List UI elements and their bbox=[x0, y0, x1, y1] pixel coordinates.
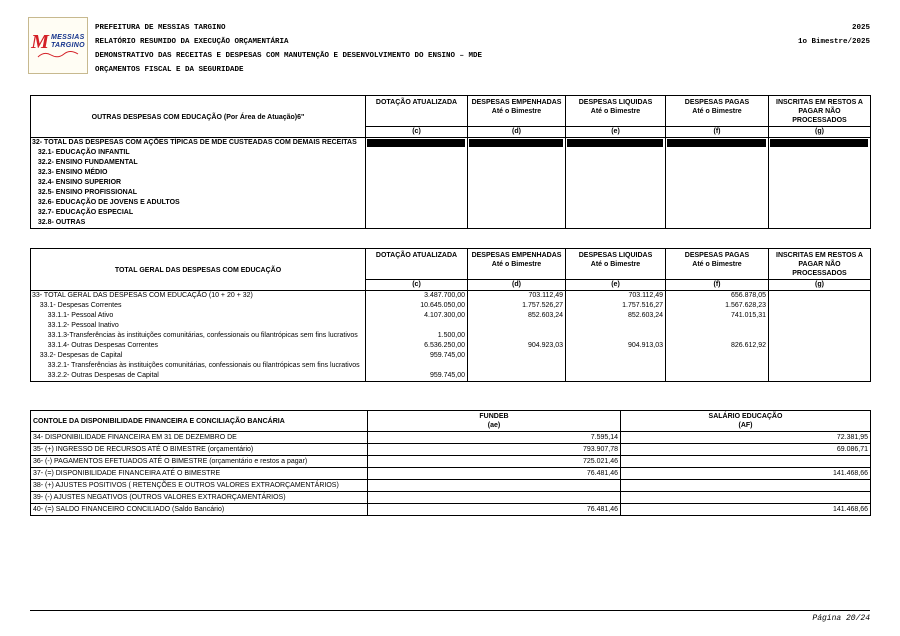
col-subtitle: Até o Bimestre bbox=[590, 261, 641, 268]
col-title: INSCRITAS EM RESTOS A PAGAR NÃO PROCESSADOS bbox=[776, 252, 863, 277]
total-education-expenses-table bbox=[30, 248, 871, 382]
col-subtitle: Até o Bimestre bbox=[590, 108, 641, 115]
cell-dotacao-atualizada bbox=[366, 188, 468, 198]
cell-restos-a-pagar bbox=[769, 361, 871, 371]
cell-despesas-liquidas bbox=[566, 198, 666, 208]
cell-despesas-empenhadas bbox=[468, 331, 566, 341]
cell-despesas-pagas bbox=[666, 331, 769, 341]
row-label: 37- (=) DISPONIBILIDADE FINANCEIRA ATÉ O BIMESTRE bbox=[31, 468, 368, 480]
cell-dotacao-atualizada: 1.500,00 bbox=[366, 331, 468, 341]
cell-restos-a-pagar bbox=[769, 311, 871, 321]
row-label: 33.1- Despesas Correntes bbox=[31, 301, 366, 311]
col-title: DESPESAS EMPENHADAS bbox=[471, 99, 562, 106]
row-label: 34- DISPONIBILIDADE FINANCEIRA EM 31 DE DEZEMBRO DE bbox=[31, 432, 368, 444]
cell-restos-a-pagar bbox=[769, 351, 871, 361]
other-education-expenses-table bbox=[30, 95, 871, 229]
cell-restos-a-pagar bbox=[769, 148, 871, 158]
table3-header-row bbox=[31, 411, 871, 432]
cell-restos-a-pagar bbox=[769, 291, 871, 302]
cell-salario-educacao: 72.381,95 bbox=[621, 432, 871, 444]
row-label: 33.1.1- Pessoal Ativo bbox=[31, 311, 366, 321]
cell-salario-educacao: 141.468,66 bbox=[621, 468, 871, 480]
cell-dotacao-atualizada: 3.487.700,00 bbox=[366, 291, 468, 302]
cell-dotacao-atualizada bbox=[366, 178, 468, 188]
col-header-dotacao-atualizada bbox=[366, 249, 468, 280]
logo-words bbox=[51, 34, 85, 50]
table-row bbox=[31, 188, 871, 198]
cell-despesas-empenhadas bbox=[468, 371, 566, 382]
cell-dotacao-atualizada: 959.745,00 bbox=[366, 351, 468, 361]
page-footer bbox=[30, 610, 870, 623]
cell-salario-educacao bbox=[621, 492, 871, 504]
table-row bbox=[31, 361, 871, 371]
table-row bbox=[31, 444, 871, 456]
cell-dotacao-atualizada bbox=[366, 158, 468, 168]
col-header-restos-a-pagar bbox=[769, 249, 871, 280]
row-label: 32.4- ENSINO SUPERIOR bbox=[31, 178, 366, 188]
cell-despesas-liquidas bbox=[566, 208, 666, 218]
cell-despesas-liquidas: 703.112,49 bbox=[566, 291, 666, 302]
table-row bbox=[31, 351, 871, 361]
table-row bbox=[31, 492, 871, 504]
row-label: 32.3- ENSINO MÉDIO bbox=[31, 168, 366, 178]
col-header-dotacao-atualizada bbox=[366, 96, 468, 127]
row-label: 33.1.4- Outras Despesas Correntes bbox=[31, 341, 366, 351]
col-subtitle: Até o Bimestre bbox=[692, 108, 742, 115]
cell-restos-a-pagar bbox=[769, 321, 871, 331]
cell-fundeb: 793.907,78 bbox=[368, 444, 621, 456]
cell-despesas-empenhadas bbox=[468, 361, 566, 371]
col-header-despesas-empenhadas bbox=[468, 96, 566, 127]
blackout-bar bbox=[567, 139, 663, 147]
page-number-label: Página 20/24 bbox=[812, 614, 870, 623]
col-title: DESPESAS LIQUIDAS bbox=[578, 99, 653, 106]
table-row bbox=[31, 504, 871, 516]
row-label: 38- (+) AJUSTES POSITIVOS ( RETENÇÕES E OUTROS VALORES EXTRAORÇAMENTÁRIOS) bbox=[31, 480, 368, 492]
col-title: SALÁRIO EDUCAÇÃO bbox=[708, 413, 783, 420]
cell-dotacao-atualizada bbox=[366, 321, 468, 331]
cell-salario-educacao bbox=[621, 480, 871, 492]
report-scope: ORÇAMENTOS FISCAL E DA SEGURIDADE bbox=[95, 66, 244, 74]
cell-fundeb: 76.481,46 bbox=[368, 468, 621, 480]
row-label: 36- (-) PAGAMENTOS EFETUADOS ATÉ O BIMESTRE (orçamentário e restos a pagar) bbox=[31, 456, 368, 468]
cell-despesas-empenhadas bbox=[468, 198, 566, 208]
municipality-logo bbox=[28, 17, 88, 74]
cell-despesas-liquidas bbox=[566, 321, 666, 331]
col-letter-f: (f) bbox=[666, 127, 769, 138]
cell-fundeb bbox=[368, 492, 621, 504]
col-title: DESPESAS PAGAS bbox=[684, 252, 750, 259]
cell-despesas-empenhadas bbox=[468, 321, 566, 331]
cell-despesas-pagas bbox=[666, 138, 769, 149]
cell-despesas-empenhadas: 904.923,03 bbox=[468, 341, 566, 351]
report-title: RELATÓRIO RESUMIDO DA EXECUÇÃO ORÇAMENTÁRIA bbox=[95, 38, 289, 46]
cell-fundeb: 76.481,46 bbox=[368, 504, 621, 516]
col-header-despesas-liquidas bbox=[566, 249, 666, 280]
cell-despesas-pagas bbox=[666, 198, 769, 208]
col-title: FUNDEB bbox=[479, 413, 509, 420]
table-row bbox=[31, 331, 871, 341]
report-period: 1o Bimestre/2025 bbox=[797, 38, 870, 46]
table-row bbox=[31, 321, 871, 331]
logo-name-line1: MESSIAS bbox=[50, 33, 85, 41]
cell-dotacao-atualizada: 10.645.050,00 bbox=[366, 301, 468, 311]
col-header-despesas-pagas bbox=[666, 249, 769, 280]
col-title: DESPESAS LIQUIDAS bbox=[578, 252, 653, 259]
cell-restos-a-pagar bbox=[769, 158, 871, 168]
cell-restos-a-pagar bbox=[769, 371, 871, 382]
logo-name-line2: TARGINO bbox=[50, 41, 85, 49]
col-letter-f: (f) bbox=[666, 280, 769, 291]
cell-restos-a-pagar bbox=[769, 218, 871, 229]
cell-dotacao-atualizada bbox=[366, 138, 468, 149]
cell-restos-a-pagar bbox=[769, 138, 871, 149]
cell-dotacao-atualizada bbox=[366, 168, 468, 178]
cell-despesas-liquidas bbox=[566, 138, 666, 149]
cell-despesas-liquidas bbox=[566, 148, 666, 158]
cell-despesas-pagas: 826.612,92 bbox=[666, 341, 769, 351]
row-label: 39- (-) AJUSTES NEGATIVOS (OUTROS VALORES EXTRAORÇAMENTÁRIOS) bbox=[31, 492, 368, 504]
logo-signature-squiggle-icon bbox=[37, 51, 79, 59]
cell-despesas-empenhadas bbox=[468, 218, 566, 229]
report-header-right bbox=[798, 21, 870, 49]
blackout-bar bbox=[667, 139, 766, 147]
cell-despesas-pagas bbox=[666, 188, 769, 198]
row-label: 33- TOTAL GERAL DAS DESPESAS COM EDUCAÇÃO (10 + 20 + 32) bbox=[31, 291, 366, 302]
table-row bbox=[31, 468, 871, 480]
cell-despesas-pagas bbox=[666, 168, 769, 178]
cell-despesas-empenhadas bbox=[468, 351, 566, 361]
cell-despesas-empenhadas: 703.112,49 bbox=[468, 291, 566, 302]
col-subtitle: Até o Bimestre bbox=[491, 261, 542, 268]
financial-availability-table bbox=[30, 410, 871, 516]
cell-dotacao-atualizada bbox=[366, 148, 468, 158]
table-row bbox=[31, 291, 871, 302]
cell-despesas-pagas bbox=[666, 371, 769, 382]
logo-row bbox=[31, 30, 85, 53]
cell-restos-a-pagar bbox=[769, 331, 871, 341]
col-subtitle: Até o Bimestre bbox=[692, 261, 742, 268]
cell-dotacao-atualizada bbox=[366, 361, 468, 371]
row-label: 35- (+) INGRESSO DE RECURSOS ATÉ O BIMESTRE (orçamentário) bbox=[31, 444, 368, 456]
table1-header-row bbox=[31, 96, 871, 127]
col-title: DESPESAS PAGAS bbox=[684, 99, 750, 106]
row-label: 33.2- Despesas de Capital bbox=[31, 351, 366, 361]
cell-despesas-pagas bbox=[666, 148, 769, 158]
row-label: 32.7- EDUCAÇÃO ESPECIAL bbox=[31, 208, 366, 218]
blackout-bar bbox=[770, 139, 868, 147]
row-label: 32.5- ENSINO PROFISSIONAL bbox=[31, 188, 366, 198]
cell-dotacao-atualizada bbox=[366, 218, 468, 229]
col-letter-e: (e) bbox=[566, 127, 666, 138]
table-row bbox=[31, 480, 871, 492]
table1-title: OUTRAS DESPESAS COM EDUCAÇÃO (Por Área de Atuação)6" bbox=[31, 96, 366, 138]
col-letter-e: (e) bbox=[566, 280, 666, 291]
cell-fundeb: 725.021,46 bbox=[368, 456, 621, 468]
cell-despesas-liquidas bbox=[566, 361, 666, 371]
table2-header-row bbox=[31, 249, 871, 280]
cell-despesas-liquidas bbox=[566, 178, 666, 188]
table-row bbox=[31, 456, 871, 468]
cell-despesas-pagas: 741.015,31 bbox=[666, 311, 769, 321]
table2-title: TOTAL GERAL DAS DESPESAS COM EDUCAÇÃO bbox=[31, 249, 366, 291]
cell-despesas-empenhadas: 1.757.526,27 bbox=[468, 301, 566, 311]
table-row bbox=[31, 432, 871, 444]
col-header-salario-educacao bbox=[621, 411, 871, 432]
table-row bbox=[31, 371, 871, 382]
row-label: 33.1.3-Transferências às instituições comunitárias, confessionais ou filantrópicas sem fins lucrativos bbox=[31, 331, 366, 341]
table-row bbox=[31, 311, 871, 321]
cell-salario-educacao: 141.468,66 bbox=[621, 504, 871, 516]
cell-restos-a-pagar bbox=[769, 188, 871, 198]
cell-dotacao-atualizada: 4.107.300,00 bbox=[366, 311, 468, 321]
table-row bbox=[31, 301, 871, 311]
cell-despesas-pagas bbox=[666, 158, 769, 168]
cell-despesas-empenhadas: 852.603,24 bbox=[468, 311, 566, 321]
col-title: INSCRITAS EM RESTOS A PAGAR NÃO PROCESSADOS bbox=[776, 99, 863, 124]
cell-dotacao-atualizada bbox=[366, 208, 468, 218]
cell-dotacao-atualizada: 959.745,00 bbox=[366, 371, 468, 382]
cell-salario-educacao: 69.086,71 bbox=[621, 444, 871, 456]
cell-despesas-liquidas bbox=[566, 158, 666, 168]
cell-despesas-pagas: 656.878,05 bbox=[666, 291, 769, 302]
row-label: 32.1- EDUCAÇÃO INFANTIL bbox=[31, 148, 366, 158]
row-label: 32.6- EDUCAÇÃO DE JOVENS E ADULTOS bbox=[31, 198, 366, 208]
col-header-despesas-pagas bbox=[666, 96, 769, 127]
cell-despesas-empenhadas bbox=[468, 188, 566, 198]
cell-despesas-liquidas bbox=[566, 331, 666, 341]
cell-salario-educacao bbox=[621, 456, 871, 468]
cell-despesas-pagas bbox=[666, 321, 769, 331]
col-subtitle: Até o Bimestre bbox=[491, 108, 542, 115]
cell-despesas-empenhadas bbox=[468, 138, 566, 149]
table-row bbox=[31, 208, 871, 218]
cell-despesas-pagas bbox=[666, 178, 769, 188]
cell-despesas-empenhadas bbox=[468, 208, 566, 218]
col-header-despesas-empenhadas bbox=[468, 249, 566, 280]
col-letter-c: (c) bbox=[366, 280, 468, 291]
cell-despesas-liquidas: 1.757.516,27 bbox=[566, 301, 666, 311]
cell-despesas-empenhadas bbox=[468, 148, 566, 158]
cell-despesas-pagas bbox=[666, 218, 769, 229]
table-row bbox=[31, 218, 871, 229]
cell-despesas-liquidas: 904.913,03 bbox=[566, 341, 666, 351]
cell-despesas-empenhadas bbox=[468, 178, 566, 188]
logo-m-icon: M bbox=[31, 30, 49, 53]
cell-dotacao-atualizada bbox=[366, 198, 468, 208]
cell-despesas-pagas bbox=[666, 208, 769, 218]
col-header-despesas-liquidas bbox=[566, 96, 666, 127]
cell-restos-a-pagar bbox=[769, 168, 871, 178]
col-letter-g: (g) bbox=[769, 280, 871, 291]
cell-restos-a-pagar bbox=[769, 341, 871, 351]
col-letter-g: (g) bbox=[769, 127, 871, 138]
col-title: DOTAÇÃO ATUALIZADA bbox=[375, 252, 458, 259]
cell-fundeb: 7.595,14 bbox=[368, 432, 621, 444]
table-row bbox=[31, 178, 871, 188]
cell-dotacao-atualizada: 6.536.250,00 bbox=[366, 341, 468, 351]
table3-title: CONTOLE DA DISPONIBILIDADE FINANCEIRA E CONCILIAÇÃO BANCÁRIA bbox=[31, 411, 368, 432]
col-letter-ae: (ae) bbox=[487, 422, 501, 429]
cell-despesas-liquidas bbox=[566, 218, 666, 229]
col-letter-c: (c) bbox=[366, 127, 468, 138]
report-statement-title: DEMONSTRATIVO DAS RECEITAS E DESPESAS COM MANUTENÇÃO E DESENVOLVIMENTO DO ENSINO – MDE bbox=[95, 52, 483, 60]
cell-despesas-liquidas bbox=[566, 168, 666, 178]
row-label: 32.2- ENSINO FUNDAMENTAL bbox=[31, 158, 366, 168]
cell-despesas-liquidas: 852.603,24 bbox=[566, 311, 666, 321]
cell-restos-a-pagar bbox=[769, 178, 871, 188]
cell-fundeb bbox=[368, 480, 621, 492]
cell-despesas-empenhadas bbox=[468, 158, 566, 168]
cell-despesas-liquidas bbox=[566, 351, 666, 361]
report-entity-name: PREFEITURA DE MESSIAS TARGINO bbox=[95, 24, 226, 32]
cell-despesas-pagas: 1.567.628,23 bbox=[666, 301, 769, 311]
col-letter-af: (AF) bbox=[738, 422, 753, 429]
cell-restos-a-pagar bbox=[769, 208, 871, 218]
row-label: 32.8- OUTRAS bbox=[31, 218, 366, 229]
blackout-bar bbox=[367, 139, 465, 147]
row-label: 33.1.2- Pessoal Inativo bbox=[31, 321, 366, 331]
cell-despesas-pagas bbox=[666, 361, 769, 371]
table-row bbox=[31, 148, 871, 158]
col-title: DOTAÇÃO ATUALIZADA bbox=[375, 99, 458, 106]
col-letter-d: (d) bbox=[468, 280, 566, 291]
blackout-bar bbox=[469, 139, 563, 147]
table-row bbox=[31, 341, 871, 351]
cell-despesas-pagas bbox=[666, 351, 769, 361]
report-year: 2025 bbox=[851, 24, 870, 32]
cell-despesas-empenhadas bbox=[468, 168, 566, 178]
report-header bbox=[95, 21, 482, 77]
col-letter-d: (d) bbox=[468, 127, 566, 138]
row-label: 33.2.2- Outras Despesas de Capital bbox=[31, 371, 366, 382]
cell-restos-a-pagar bbox=[769, 301, 871, 311]
table-row bbox=[31, 138, 871, 149]
row-label: 33.2.1- Transferências às instituições comunitárias, confessionais ou filantrópicas sem fins lucrativos bbox=[31, 361, 366, 371]
table-row bbox=[31, 158, 871, 168]
cell-despesas-liquidas bbox=[566, 371, 666, 382]
table-row bbox=[31, 198, 871, 208]
col-title: DESPESAS EMPENHADAS bbox=[471, 252, 562, 259]
col-header-fundeb bbox=[368, 411, 621, 432]
col-header-restos-a-pagar bbox=[769, 96, 871, 127]
row-label: 40- (=) SALDO FINANCEIRO CONCILIADO (Saldo Bancário) bbox=[31, 504, 368, 516]
cell-despesas-liquidas bbox=[566, 188, 666, 198]
row-label: 32- TOTAL DAS DESPESAS COM AÇÕES TÍPICAS DE MDE CUSTEADAS COM DEMAIS RECEITAS bbox=[31, 138, 366, 149]
cell-restos-a-pagar bbox=[769, 198, 871, 208]
table-row bbox=[31, 168, 871, 178]
